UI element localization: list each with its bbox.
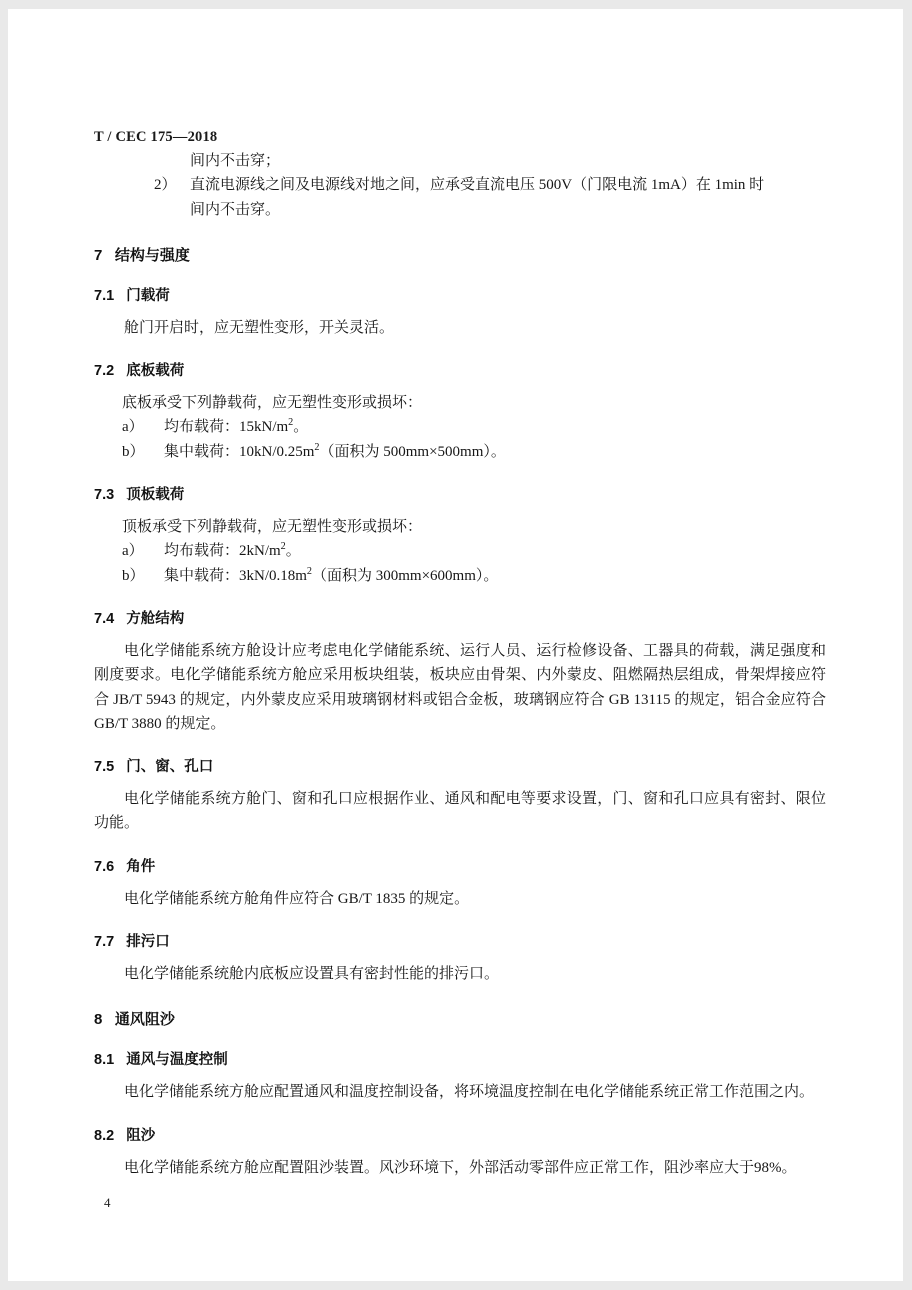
- heading-7: 7 结构与强度: [94, 246, 190, 264]
- list-item: [122, 539, 826, 563]
- superscript: 2: [314, 441, 320, 453]
- list-item-text: [164, 539, 826, 563]
- list-7-2: [122, 415, 826, 464]
- intro-continuation-line: 间内不击穿；: [190, 153, 281, 169]
- page-number: 4: [104, 1195, 111, 1210]
- heading-7-1: 7.1 门载荷: [94, 287, 170, 304]
- paragraph-7-7: 电化学储能系统舱内底板应设置具有密封性能的排污口。: [124, 966, 500, 983]
- heading-7-6: 7.6 角件: [94, 858, 156, 875]
- lead-7-2: 底板承受下列静载荷，应无塑性变形或损坏：: [122, 395, 423, 412]
- list-item-text-pre: 均布载荷：2kN/m: [164, 543, 281, 560]
- intro-item-wrap-line: 间内不击穿。: [190, 201, 281, 218]
- heading-8-2: 8.2 阻沙: [94, 1127, 156, 1144]
- heading-7-3: 7.3 顶板载荷: [94, 487, 185, 504]
- superscript: 2: [288, 417, 294, 429]
- list-item: [122, 415, 826, 439]
- list-item-text: [164, 440, 826, 464]
- list-item-text-pre: 集中载荷：10kN/0.25m: [164, 443, 315, 460]
- list-item-text: [164, 415, 826, 439]
- page-content: [86, 129, 826, 1180]
- list-item-text-post: 。: [293, 419, 309, 436]
- list-item-text-post: 。: [285, 543, 301, 560]
- heading-7-5: 7.5 门、窗、孔口: [94, 759, 214, 776]
- heading-7-7: 7.7 排污口: [94, 934, 170, 951]
- superscript: 2: [280, 541, 286, 553]
- list-item-marker: a）: [122, 419, 144, 436]
- intro-numbered-list: [94, 149, 826, 222]
- paragraph-7-1: 舱门开启时，应无塑性变形，开关灵活。: [124, 319, 395, 336]
- list-item-text: [164, 564, 826, 588]
- list-item-marker: 2）: [154, 177, 177, 194]
- paragraph-7-4: 电化学储能系统方舱设计应考虑电化学储能系统、运行人员、运行检修设备、工器具的荷载，满足强度和刚度要求。电化学储能系统方舱应采用板块组装，板块应由骨架、内外蒙皮、阻燃隔热层组成，骨架焊接应符合 JB/T 5943 的规定，内外蒙皮应采用玻璃钢材料或铝合金板，玻璃钢应符合 GB 13115 的规定，铝合金应符合 GB/T 3880 的规定。: [94, 642, 826, 732]
- heading-7-2: 7.2 底板载荷: [94, 363, 185, 380]
- list-item-text-pre: 均布载荷：15kN/m: [164, 419, 289, 436]
- list-item: [94, 173, 826, 197]
- list-item-text: 直流电源线之间及电源线对地之间，应承受直流电压 500V（门限电流 1mA）在 1min 时: [190, 177, 765, 194]
- paragraph-8-2: 电化学储能系统方舱应配置阻沙装置。风沙环境下，外部活动零部件应正常工作，阻沙率应大于98%。: [124, 1159, 797, 1176]
- list-item-text-post: （面积为 500mm×500mm）。: [319, 443, 506, 460]
- paragraph-7-6: 电化学储能系统方舱角件应符合 GB/T 1835 的规定。: [124, 890, 470, 907]
- lead-7-3: 顶板承受下列静载荷，应无塑性变形或损坏：: [122, 519, 423, 536]
- list-item: [122, 440, 826, 464]
- list-7-3: [122, 539, 826, 588]
- list-item-marker: a）: [122, 543, 144, 560]
- list-item-text-pre: 集中载荷：3kN/0.18m: [164, 567, 307, 584]
- heading-8: 8 通风阻沙: [94, 1011, 175, 1029]
- paragraph-8-1: 电化学储能系统方舱应配置通风和温度控制设备，将环境温度控制在电化学储能系统正常工作范围之内。: [124, 1084, 815, 1101]
- list-item-marker: b）: [122, 443, 145, 460]
- document-page: [8, 9, 903, 1281]
- superscript: 2: [306, 565, 313, 577]
- heading-8-1: 8.1 通风与温度控制: [94, 1052, 228, 1069]
- paragraph-7-5: 电化学储能系统方舱门、窗和孔口应根据作业、通风和配电等要求设置，门、窗和孔口应具有密封、限位功能。: [94, 791, 826, 832]
- running-head: T / CEC 175—2018: [94, 129, 218, 145]
- list-item: [122, 564, 826, 588]
- heading-7-4: 7.4 方舱结构: [94, 610, 185, 627]
- list-item-marker: b）: [122, 567, 145, 584]
- list-item-text-post: （面积为 300mm×600mm）。: [312, 567, 499, 584]
